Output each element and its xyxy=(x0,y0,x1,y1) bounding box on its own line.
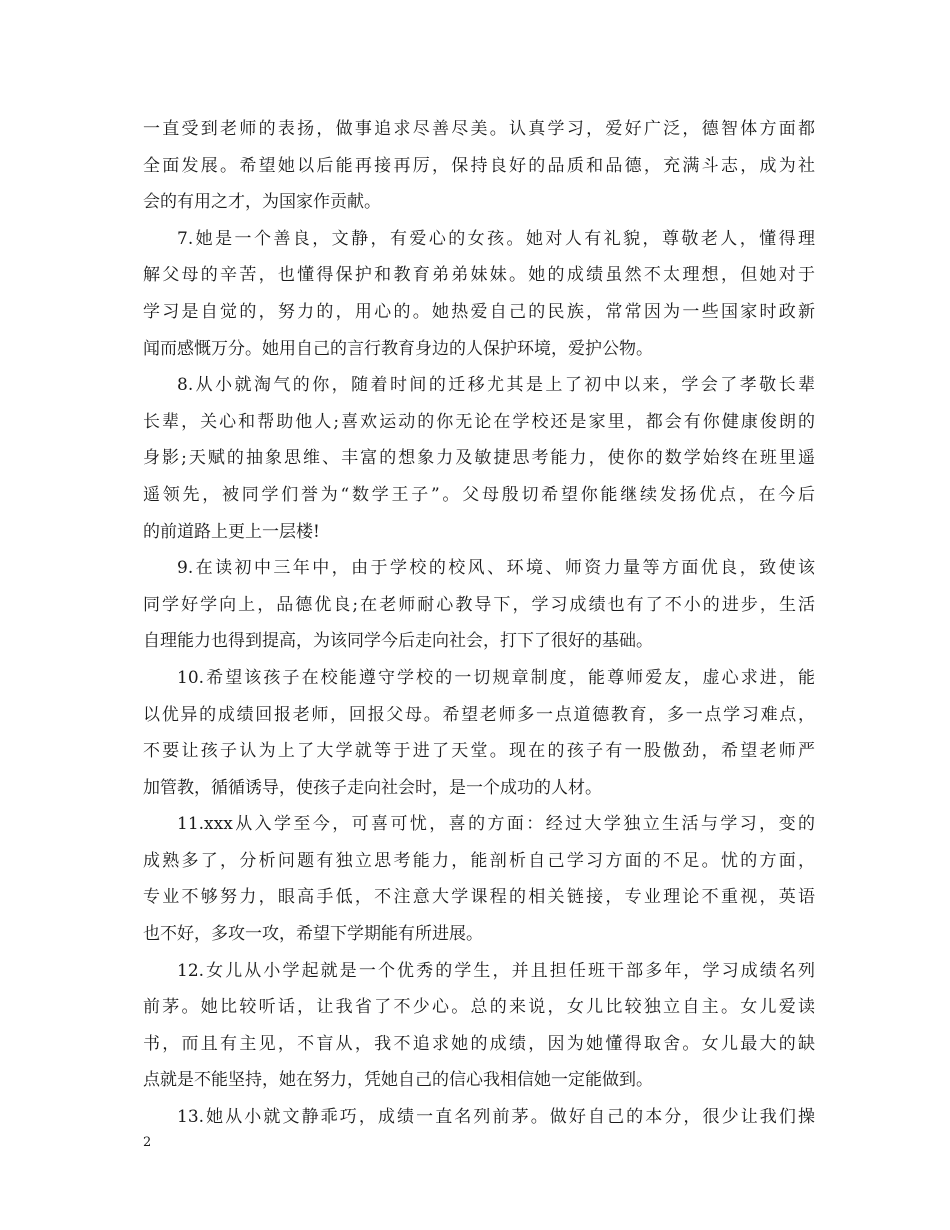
page-number: 2 xyxy=(143,1135,152,1150)
text-line: 专业不够努力，眼高手低，不注意大学课程的相关链接，专业理论不重视，英语 xyxy=(143,887,815,908)
text-line: 点就是不能坚持，她在努力，凭她自己的信心我相信她一定能做到。 xyxy=(143,1070,653,1091)
text-line: 同学好学向上，品德优良;在老师耐心教导下，学习成绩也有了不小的进步，生活 xyxy=(143,594,815,615)
text-line: 11.xxx从入学至今，可喜可忧，喜的方面：经过大学独立生活与学习，变的 xyxy=(177,814,815,835)
text-line: 学习是自觉的，努力的，用心的。她热爱自己的民族，常常因为一些国家时政新 xyxy=(143,301,815,322)
text-line: 闻而感慨万分。她用自己的言行教育身边的人保护环境，爱护公物。 xyxy=(143,338,653,359)
text-line: 加管教，循循诱导，使孩子走向社会时，是一个成功的人材。 xyxy=(143,777,602,798)
text-line: 的前道路上更上一层楼! xyxy=(143,521,320,542)
text-line: 9.在读初中三年中，由于学校的校风、环境、师资力量等方面优良，致使该 xyxy=(177,558,815,579)
text-line: 以优异的成绩回报老师，回报父母。希望老师多一点道德教育，多一点学习难点， xyxy=(143,704,815,725)
text-line: 前茅。她比较听话，让我省了不少心。总的来说，女儿比较独立自主。女儿爱读 xyxy=(143,997,815,1018)
text-line: 遥领先，被同学们誉为“数学王子”。父母殷切希望你能继续发扬优点，在今后 xyxy=(143,484,815,505)
text-line: 不要让孩子认为上了大学就等于进了天堂。现在的孩子有一股傲劲，希望老师严 xyxy=(143,741,815,762)
text-line: 解父母的辛苦，也懂得保护和教育弟弟妹妹。她的成绩虽然不太理想，但她对于 xyxy=(143,265,815,286)
text-line: 自理能力也得到提高，为该同学今后走向社会，打下了很好的基础。 xyxy=(143,631,653,652)
text-line: 身影;天赋的抽象思维、丰富的想象力及敏捷思考能力，使你的数学始终在班里遥 xyxy=(143,448,815,469)
text-line: 一直受到老师的表扬，做事追求尽善尽美。认真学习，爱好广泛，德智体方面都 xyxy=(143,119,815,139)
text-line: 10.希望该孩子在校能遵守学校的一切规章制度，能尊师爱友，虚心求进，能 xyxy=(177,667,815,688)
text-line: 8.从小就淘气的你，随着时间的迁移尤其是上了初中以来，学会了孝敬长辈 xyxy=(177,375,815,396)
text-line: 长辈，关心和帮助他人;喜欢运动的你无论在学校还是家里，都会有你健康俊朗的 xyxy=(143,411,815,432)
text-line: 全面发展。希望她以后能再接再厉，保持良好的品质和品德，充满斗志，成为社 xyxy=(143,155,815,176)
body-text xyxy=(143,111,815,1136)
text-line: 书，而且有主见，不盲从，我不追求她的成绩，因为她懂得取舍。女儿最大的缺 xyxy=(143,1033,815,1054)
text-line: 也不好，多攻一攻，希望下学期能有所进展。 xyxy=(143,924,483,945)
text-line: 7.她是一个善良，文静，有爱心的女孩。她对人有礼貌，尊敬老人，懂得理 xyxy=(177,228,815,249)
text-line: 成熟多了，分析问题有独立思考能力，能剖析自己学习方面的不足。忧的方面， xyxy=(143,850,815,871)
text-line: 会的有用之才，为国家作贡献。 xyxy=(143,192,381,213)
text-line: 12.女儿从小学起就是一个优秀的学生，并且担任班干部多年，学习成绩名列 xyxy=(177,960,815,981)
text-line: 13.她从小就文静乖巧，成绩一直名列前茅。做好自己的本分，很少让我们操 xyxy=(177,1107,815,1128)
